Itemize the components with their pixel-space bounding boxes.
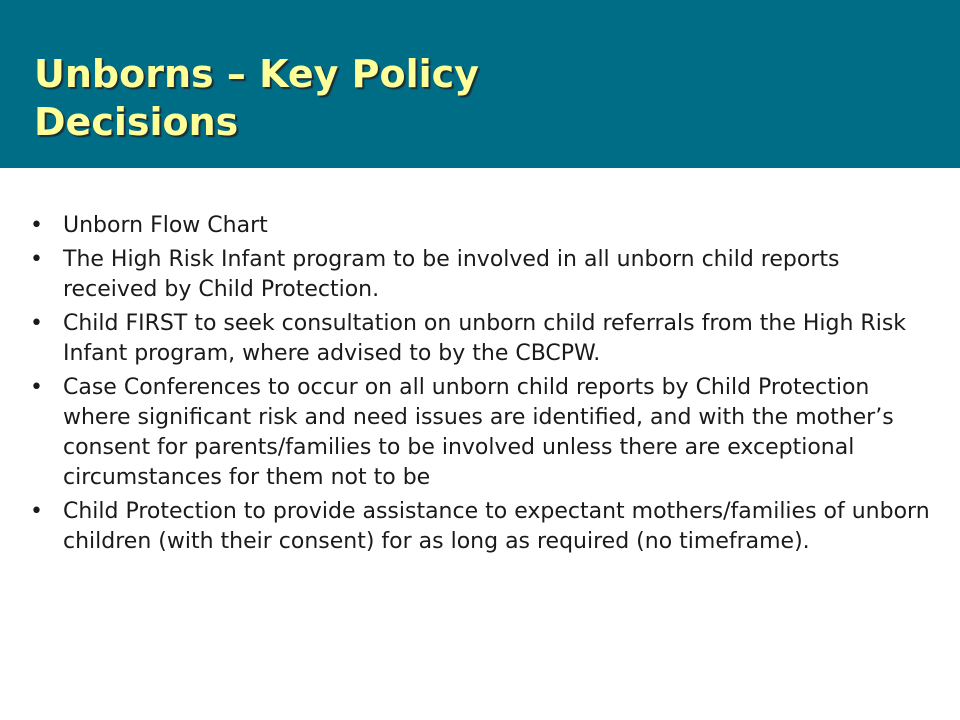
bullet-icon: • — [30, 247, 43, 272]
bullet-icon: • — [30, 311, 43, 336]
bullet-text: Child Protection to provide assistance to expectant mothers/families of unborn children (with their consent) for as long as required (no timeframe). — [63, 499, 930, 554]
bullet-text: The High Risk Infant program to be involved in all unborn child reports received by Child Protection. — [63, 247, 840, 302]
bullet-text: Unborn Flow Chart — [63, 213, 268, 238]
bullet-item-high-risk-infant — [30, 245, 930, 305]
bullet-item-assistance — [30, 497, 930, 557]
bullet-item-case-conferences — [30, 373, 930, 493]
bullet-icon: • — [30, 213, 43, 238]
bullet-list — [30, 211, 930, 561]
bullet-item-child-first — [30, 309, 930, 369]
bullet-icon: • — [30, 499, 43, 524]
bullet-item-flow-chart — [30, 211, 930, 241]
bullet-text: Child FIRST to seek consultation on unborn child referrals from the High Risk Infant program, where advised to by the CBCPW. — [63, 311, 907, 366]
slide-title-line-1: Unborns – Key Policy — [34, 52, 479, 96]
bullet-text: Case Conferences to occur on all unborn child reports by Child Protection where significant risk and need issues are identified, and with the mother’s consent for parents/families to be involved unless there are exceptional circumstances for them not to be — [63, 375, 894, 490]
bullet-icon: • — [30, 375, 43, 400]
slide-title — [34, 50, 914, 146]
title-band — [0, 0, 960, 168]
slide-title-line-2: Decisions — [34, 100, 239, 144]
